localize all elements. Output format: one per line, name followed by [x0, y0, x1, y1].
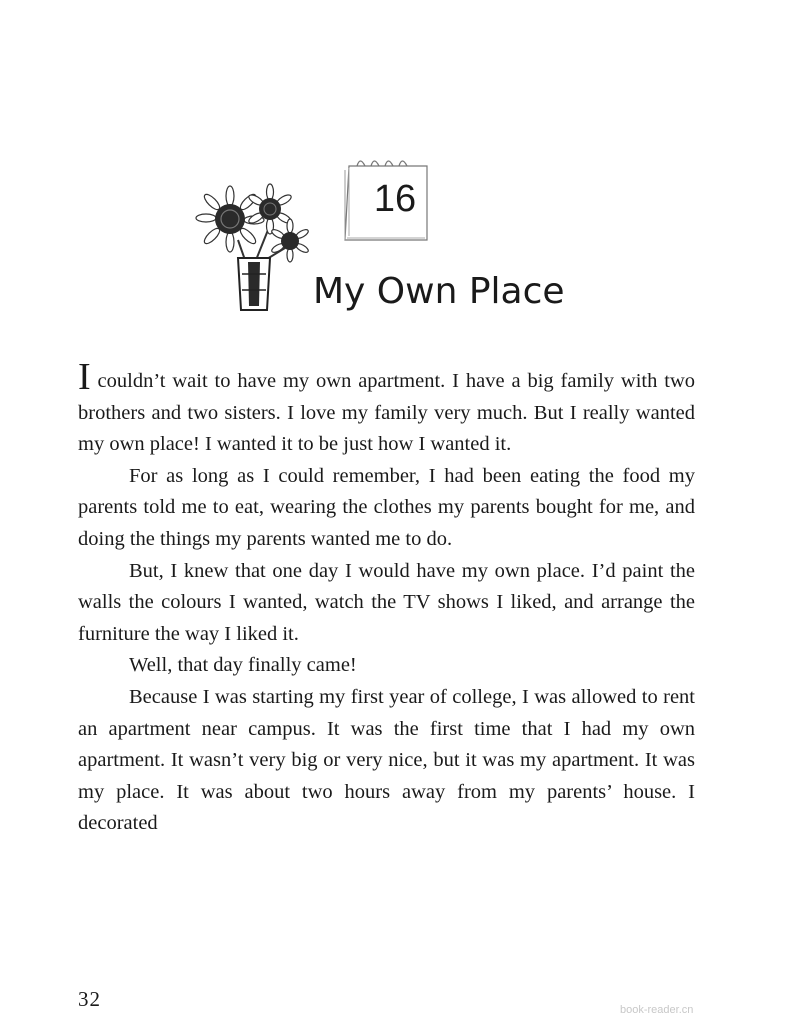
page-number: 32 [78, 987, 101, 1011]
paragraph: But, I knew that one day I would have my own place. I’d paint the walls the colours I wanted, watch the TV shows I liked, and arrange the furniture the way I liked it. [78, 559, 695, 645]
paragraph: For as long as I could remember, I had been eating the food my parents told me to eat, wearing the clothes my parents bought for me, and doing the things my parents wanted me to do. [78, 464, 695, 550]
paragraph-text: couldn’t wait to have my own apartment. I have a big family with two brothers and two sisters. I love my family very much. But I really wanted my own place! I wanted it to be just how I wanted it. [78, 370, 695, 456]
paragraph: Well, that day finally came! [129, 654, 357, 677]
paragraph: Because I was starting my first year of college, I was allowed to rent an apartment near campus. It was the first time that I had my own apartment. It wasn’t very big or very nice, but it was my apartment. It was my place. It was about two hours away from my parents’ house. I decorated [78, 685, 695, 835]
watermark: book-reader.cn [620, 1004, 694, 1016]
chapter-title: My Own Place [313, 271, 565, 312]
sunflowers-in-vase-icon [190, 178, 320, 313]
paragraph [78, 356, 695, 461]
chapter-body [78, 356, 695, 840]
chapter-number: 16 [373, 178, 417, 220]
drop-cap: I [78, 356, 91, 398]
